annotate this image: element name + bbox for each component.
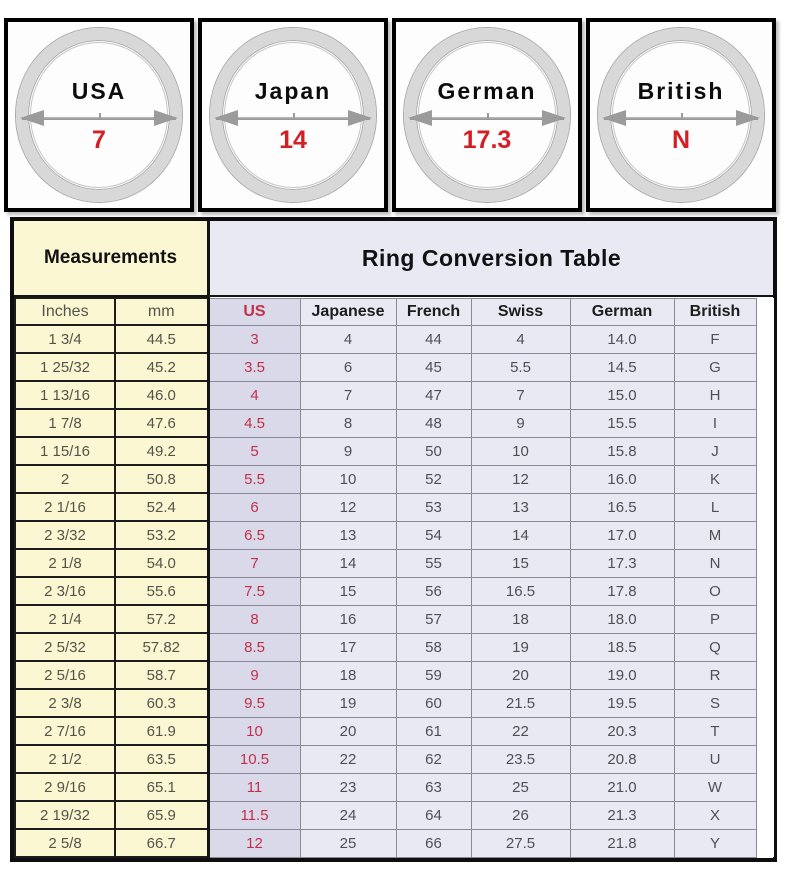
gutter-cell xyxy=(756,689,774,717)
cell-french: 63 xyxy=(396,773,471,801)
ring-card-german xyxy=(392,18,582,212)
cell-german: 17.8 xyxy=(570,577,674,605)
table-row xyxy=(15,605,774,633)
gutter-cell xyxy=(756,577,774,605)
cell-us: 8.5 xyxy=(208,633,300,661)
table-row xyxy=(15,745,774,773)
table-header-band xyxy=(14,221,773,297)
cell-us: 4 xyxy=(208,381,300,409)
cell-german: 21.3 xyxy=(570,801,674,829)
arrow-center-tick xyxy=(99,113,101,119)
cell-mm: 50.8 xyxy=(115,465,208,493)
gutter-cell xyxy=(756,298,774,325)
ring-country-label: Japan xyxy=(254,78,332,104)
cell-japanese: 12 xyxy=(300,493,396,521)
cell-british: L xyxy=(674,493,756,521)
gutter-cell xyxy=(756,801,774,829)
col-header-japanese: Japanese xyxy=(300,298,396,325)
cell-swiss: 12 xyxy=(471,465,570,493)
cell-german: 17.3 xyxy=(570,549,674,577)
cell-us: 8 xyxy=(208,605,300,633)
col-header-us: US xyxy=(208,298,300,325)
ring-size-value: N xyxy=(671,126,691,154)
cell-french: 61 xyxy=(396,717,471,745)
cell-mm: 66.7 xyxy=(115,829,208,857)
cell-german: 16.5 xyxy=(570,493,674,521)
cell-inches: 1 3/4 xyxy=(15,325,115,353)
ring-country-label: German xyxy=(437,78,537,104)
cell-british: W xyxy=(674,773,756,801)
table-row xyxy=(15,829,774,857)
table-row xyxy=(15,381,774,409)
size-grid xyxy=(14,297,774,858)
cell-swiss: 16.5 xyxy=(471,577,570,605)
cell-us: 12 xyxy=(208,829,300,857)
cell-japanese: 4 xyxy=(300,325,396,353)
table-row xyxy=(15,521,774,549)
cell-inches: 1 15/16 xyxy=(15,437,115,465)
cell-us: 5 xyxy=(208,437,300,465)
cell-german: 17.0 xyxy=(570,521,674,549)
ring-country-label: USA xyxy=(71,78,127,104)
diameter-arrow-icon xyxy=(604,117,758,120)
table-row xyxy=(15,409,774,437)
cell-us: 6.5 xyxy=(208,521,300,549)
cell-french: 66 xyxy=(396,829,471,857)
cell-french: 57 xyxy=(396,605,471,633)
cell-japanese: 20 xyxy=(300,717,396,745)
cell-us: 10 xyxy=(208,717,300,745)
gutter-cell xyxy=(756,381,774,409)
cell-inches: 2 5/16 xyxy=(15,661,115,689)
gutter-cell xyxy=(756,717,774,745)
cell-japanese: 8 xyxy=(300,409,396,437)
col-header-british: British xyxy=(674,298,756,325)
cell-japanese: 15 xyxy=(300,577,396,605)
gutter-cell xyxy=(756,633,774,661)
cell-swiss: 9 xyxy=(471,409,570,437)
cell-mm: 47.6 xyxy=(115,409,208,437)
cell-mm: 52.4 xyxy=(115,493,208,521)
cell-inches: 2 7/16 xyxy=(15,717,115,745)
table-row xyxy=(15,549,774,577)
cell-mm: 65.9 xyxy=(115,801,208,829)
cell-us: 11 xyxy=(208,773,300,801)
cell-french: 58 xyxy=(396,633,471,661)
cell-french: 47 xyxy=(396,381,471,409)
cell-british: N xyxy=(674,549,756,577)
cell-japanese: 25 xyxy=(300,829,396,857)
gutter-cell xyxy=(756,745,774,773)
cell-german: 18.5 xyxy=(570,633,674,661)
diameter-arrow-icon xyxy=(22,117,176,120)
cell-mm: 57.82 xyxy=(115,633,208,661)
cell-british: Q xyxy=(674,633,756,661)
cell-inches: 2 3/8 xyxy=(15,689,115,717)
cell-inches: 1 25/32 xyxy=(15,353,115,381)
table-row xyxy=(15,493,774,521)
cell-mm: 63.5 xyxy=(115,745,208,773)
cell-japanese: 16 xyxy=(300,605,396,633)
cell-swiss: 19 xyxy=(471,633,570,661)
cell-french: 44 xyxy=(396,325,471,353)
cell-inches: 2 1/4 xyxy=(15,605,115,633)
cell-inches: 2 3/32 xyxy=(15,521,115,549)
conversion-table xyxy=(10,217,777,862)
table-row xyxy=(15,661,774,689)
conversion-table-title: Ring Conversion Table xyxy=(210,221,773,295)
arrow-center-tick xyxy=(487,113,489,119)
ring-size-value: 7 xyxy=(92,126,106,154)
gutter-cell xyxy=(756,465,774,493)
cell-french: 56 xyxy=(396,577,471,605)
cell-german: 15.0 xyxy=(570,381,674,409)
gutter-cell xyxy=(756,521,774,549)
cell-french: 59 xyxy=(396,661,471,689)
cell-inches: 1 7/8 xyxy=(15,409,115,437)
col-header-german: German xyxy=(570,298,674,325)
cell-british: S xyxy=(674,689,756,717)
cell-british: R xyxy=(674,661,756,689)
cell-british: I xyxy=(674,409,756,437)
table-row xyxy=(15,577,774,605)
cell-swiss: 26 xyxy=(471,801,570,829)
cell-us: 6 xyxy=(208,493,300,521)
page xyxy=(0,18,794,895)
gutter-cell xyxy=(756,325,774,353)
cell-french: 50 xyxy=(396,437,471,465)
cell-japanese: 17 xyxy=(300,633,396,661)
col-header-swiss: Swiss xyxy=(471,298,570,325)
cell-french: 55 xyxy=(396,549,471,577)
table-row xyxy=(15,437,774,465)
cell-british: H xyxy=(674,381,756,409)
cell-british: J xyxy=(674,437,756,465)
cell-japanese: 9 xyxy=(300,437,396,465)
cell-us: 11.5 xyxy=(208,801,300,829)
cell-british: U xyxy=(674,745,756,773)
cell-british: X xyxy=(674,801,756,829)
cell-inches: 2 9/16 xyxy=(15,773,115,801)
ring-country-label: British xyxy=(637,78,725,104)
cell-german: 14.5 xyxy=(570,353,674,381)
cell-swiss: 22 xyxy=(471,717,570,745)
column-header-row xyxy=(15,298,774,325)
cell-us: 7.5 xyxy=(208,577,300,605)
cell-mm: 53.2 xyxy=(115,521,208,549)
cell-swiss: 10 xyxy=(471,437,570,465)
cell-us: 10.5 xyxy=(208,745,300,773)
table-row xyxy=(15,633,774,661)
cell-german: 20.3 xyxy=(570,717,674,745)
table-row xyxy=(15,325,774,353)
cell-german: 16.0 xyxy=(570,465,674,493)
cell-japanese: 10 xyxy=(300,465,396,493)
cell-german: 21.8 xyxy=(570,829,674,857)
cell-japanese: 24 xyxy=(300,801,396,829)
cell-inches: 2 1/2 xyxy=(15,745,115,773)
cell-swiss: 7 xyxy=(471,381,570,409)
cell-german: 20.8 xyxy=(570,745,674,773)
cell-japanese: 7 xyxy=(300,381,396,409)
gutter-cell xyxy=(756,549,774,577)
cell-inches: 2 19/32 xyxy=(15,801,115,829)
table-body xyxy=(15,325,774,857)
cell-german: 19.5 xyxy=(570,689,674,717)
cell-japanese: 13 xyxy=(300,521,396,549)
col-header-french: French xyxy=(396,298,471,325)
cell-us: 9 xyxy=(208,661,300,689)
cell-german: 21.0 xyxy=(570,773,674,801)
cell-swiss: 5.5 xyxy=(471,353,570,381)
cell-japanese: 6 xyxy=(300,353,396,381)
cell-swiss: 15 xyxy=(471,549,570,577)
cell-british: K xyxy=(674,465,756,493)
cell-french: 60 xyxy=(396,689,471,717)
cell-british: P xyxy=(674,605,756,633)
cell-british: M xyxy=(674,521,756,549)
arrow-center-tick xyxy=(293,113,295,119)
cell-french: 45 xyxy=(396,353,471,381)
cell-british: O xyxy=(674,577,756,605)
cell-inches: 2 5/8 xyxy=(15,829,115,857)
table-row xyxy=(15,801,774,829)
cell-us: 3 xyxy=(208,325,300,353)
arrow-center-tick xyxy=(681,113,683,119)
gutter-cell xyxy=(756,829,774,857)
cell-mm: 46.0 xyxy=(115,381,208,409)
table-row xyxy=(15,773,774,801)
cell-inches: 2 3/16 xyxy=(15,577,115,605)
cell-swiss: 4 xyxy=(471,325,570,353)
cell-japanese: 14 xyxy=(300,549,396,577)
cell-swiss: 27.5 xyxy=(471,829,570,857)
cell-japanese: 23 xyxy=(300,773,396,801)
cell-german: 15.5 xyxy=(570,409,674,437)
cell-mm: 57.2 xyxy=(115,605,208,633)
cell-inches: 2 5/32 xyxy=(15,633,115,661)
ring-card-japan xyxy=(198,18,388,212)
cell-british: G xyxy=(674,353,756,381)
col-header-inches: Inches xyxy=(15,298,115,325)
cell-japanese: 19 xyxy=(300,689,396,717)
table-row xyxy=(15,689,774,717)
cell-british: F xyxy=(674,325,756,353)
cell-japanese: 22 xyxy=(300,745,396,773)
cell-german: 19.0 xyxy=(570,661,674,689)
cell-us: 7 xyxy=(208,549,300,577)
cell-french: 53 xyxy=(396,493,471,521)
cell-mm: 65.1 xyxy=(115,773,208,801)
cell-french: 62 xyxy=(396,745,471,773)
measurements-header: Measurements xyxy=(14,221,210,295)
gutter-cell xyxy=(756,437,774,465)
cell-mm: 55.6 xyxy=(115,577,208,605)
cell-mm: 45.2 xyxy=(115,353,208,381)
ring-card-usa xyxy=(4,18,194,212)
cell-inches: 1 13/16 xyxy=(15,381,115,409)
cell-swiss: 25 xyxy=(471,773,570,801)
cell-swiss: 14 xyxy=(471,521,570,549)
cell-french: 52 xyxy=(396,465,471,493)
cell-german: 18.0 xyxy=(570,605,674,633)
cell-mm: 58.7 xyxy=(115,661,208,689)
cell-inches: 2 1/8 xyxy=(15,549,115,577)
cell-us: 9.5 xyxy=(208,689,300,717)
cell-mm: 49.2 xyxy=(115,437,208,465)
gutter-cell xyxy=(756,661,774,689)
cell-french: 54 xyxy=(396,521,471,549)
cell-us: 3.5 xyxy=(208,353,300,381)
ring-size-value: 17.3 xyxy=(462,126,512,154)
cell-inches: 2 1/16 xyxy=(15,493,115,521)
table-row xyxy=(15,717,774,745)
cell-japanese: 18 xyxy=(300,661,396,689)
ring-cards-row xyxy=(4,18,776,212)
cell-british: T xyxy=(674,717,756,745)
cell-french: 48 xyxy=(396,409,471,437)
cell-swiss: 13 xyxy=(471,493,570,521)
cell-british: Y xyxy=(674,829,756,857)
cell-swiss: 21.5 xyxy=(471,689,570,717)
gutter-cell xyxy=(756,493,774,521)
table-row xyxy=(15,465,774,493)
gutter-cell xyxy=(756,773,774,801)
cell-mm: 60.3 xyxy=(115,689,208,717)
cell-swiss: 23.5 xyxy=(471,745,570,773)
gutter-cell xyxy=(756,409,774,437)
cell-mm: 44.5 xyxy=(115,325,208,353)
cell-swiss: 20 xyxy=(471,661,570,689)
cell-german: 14.0 xyxy=(570,325,674,353)
ring-card-british xyxy=(586,18,776,212)
gutter-cell xyxy=(756,605,774,633)
diameter-arrow-icon xyxy=(410,117,564,120)
cell-swiss: 18 xyxy=(471,605,570,633)
gutter-cell xyxy=(756,353,774,381)
cell-mm: 54.0 xyxy=(115,549,208,577)
cell-french: 64 xyxy=(396,801,471,829)
col-header-mm: mm xyxy=(115,298,208,325)
cell-german: 15.8 xyxy=(570,437,674,465)
cell-mm: 61.9 xyxy=(115,717,208,745)
cell-us: 5.5 xyxy=(208,465,300,493)
ring-size-value: 14 xyxy=(279,126,307,154)
table-row xyxy=(15,353,774,381)
cell-inches: 2 xyxy=(15,465,115,493)
cell-us: 4.5 xyxy=(208,409,300,437)
diameter-arrow-icon xyxy=(216,117,370,120)
